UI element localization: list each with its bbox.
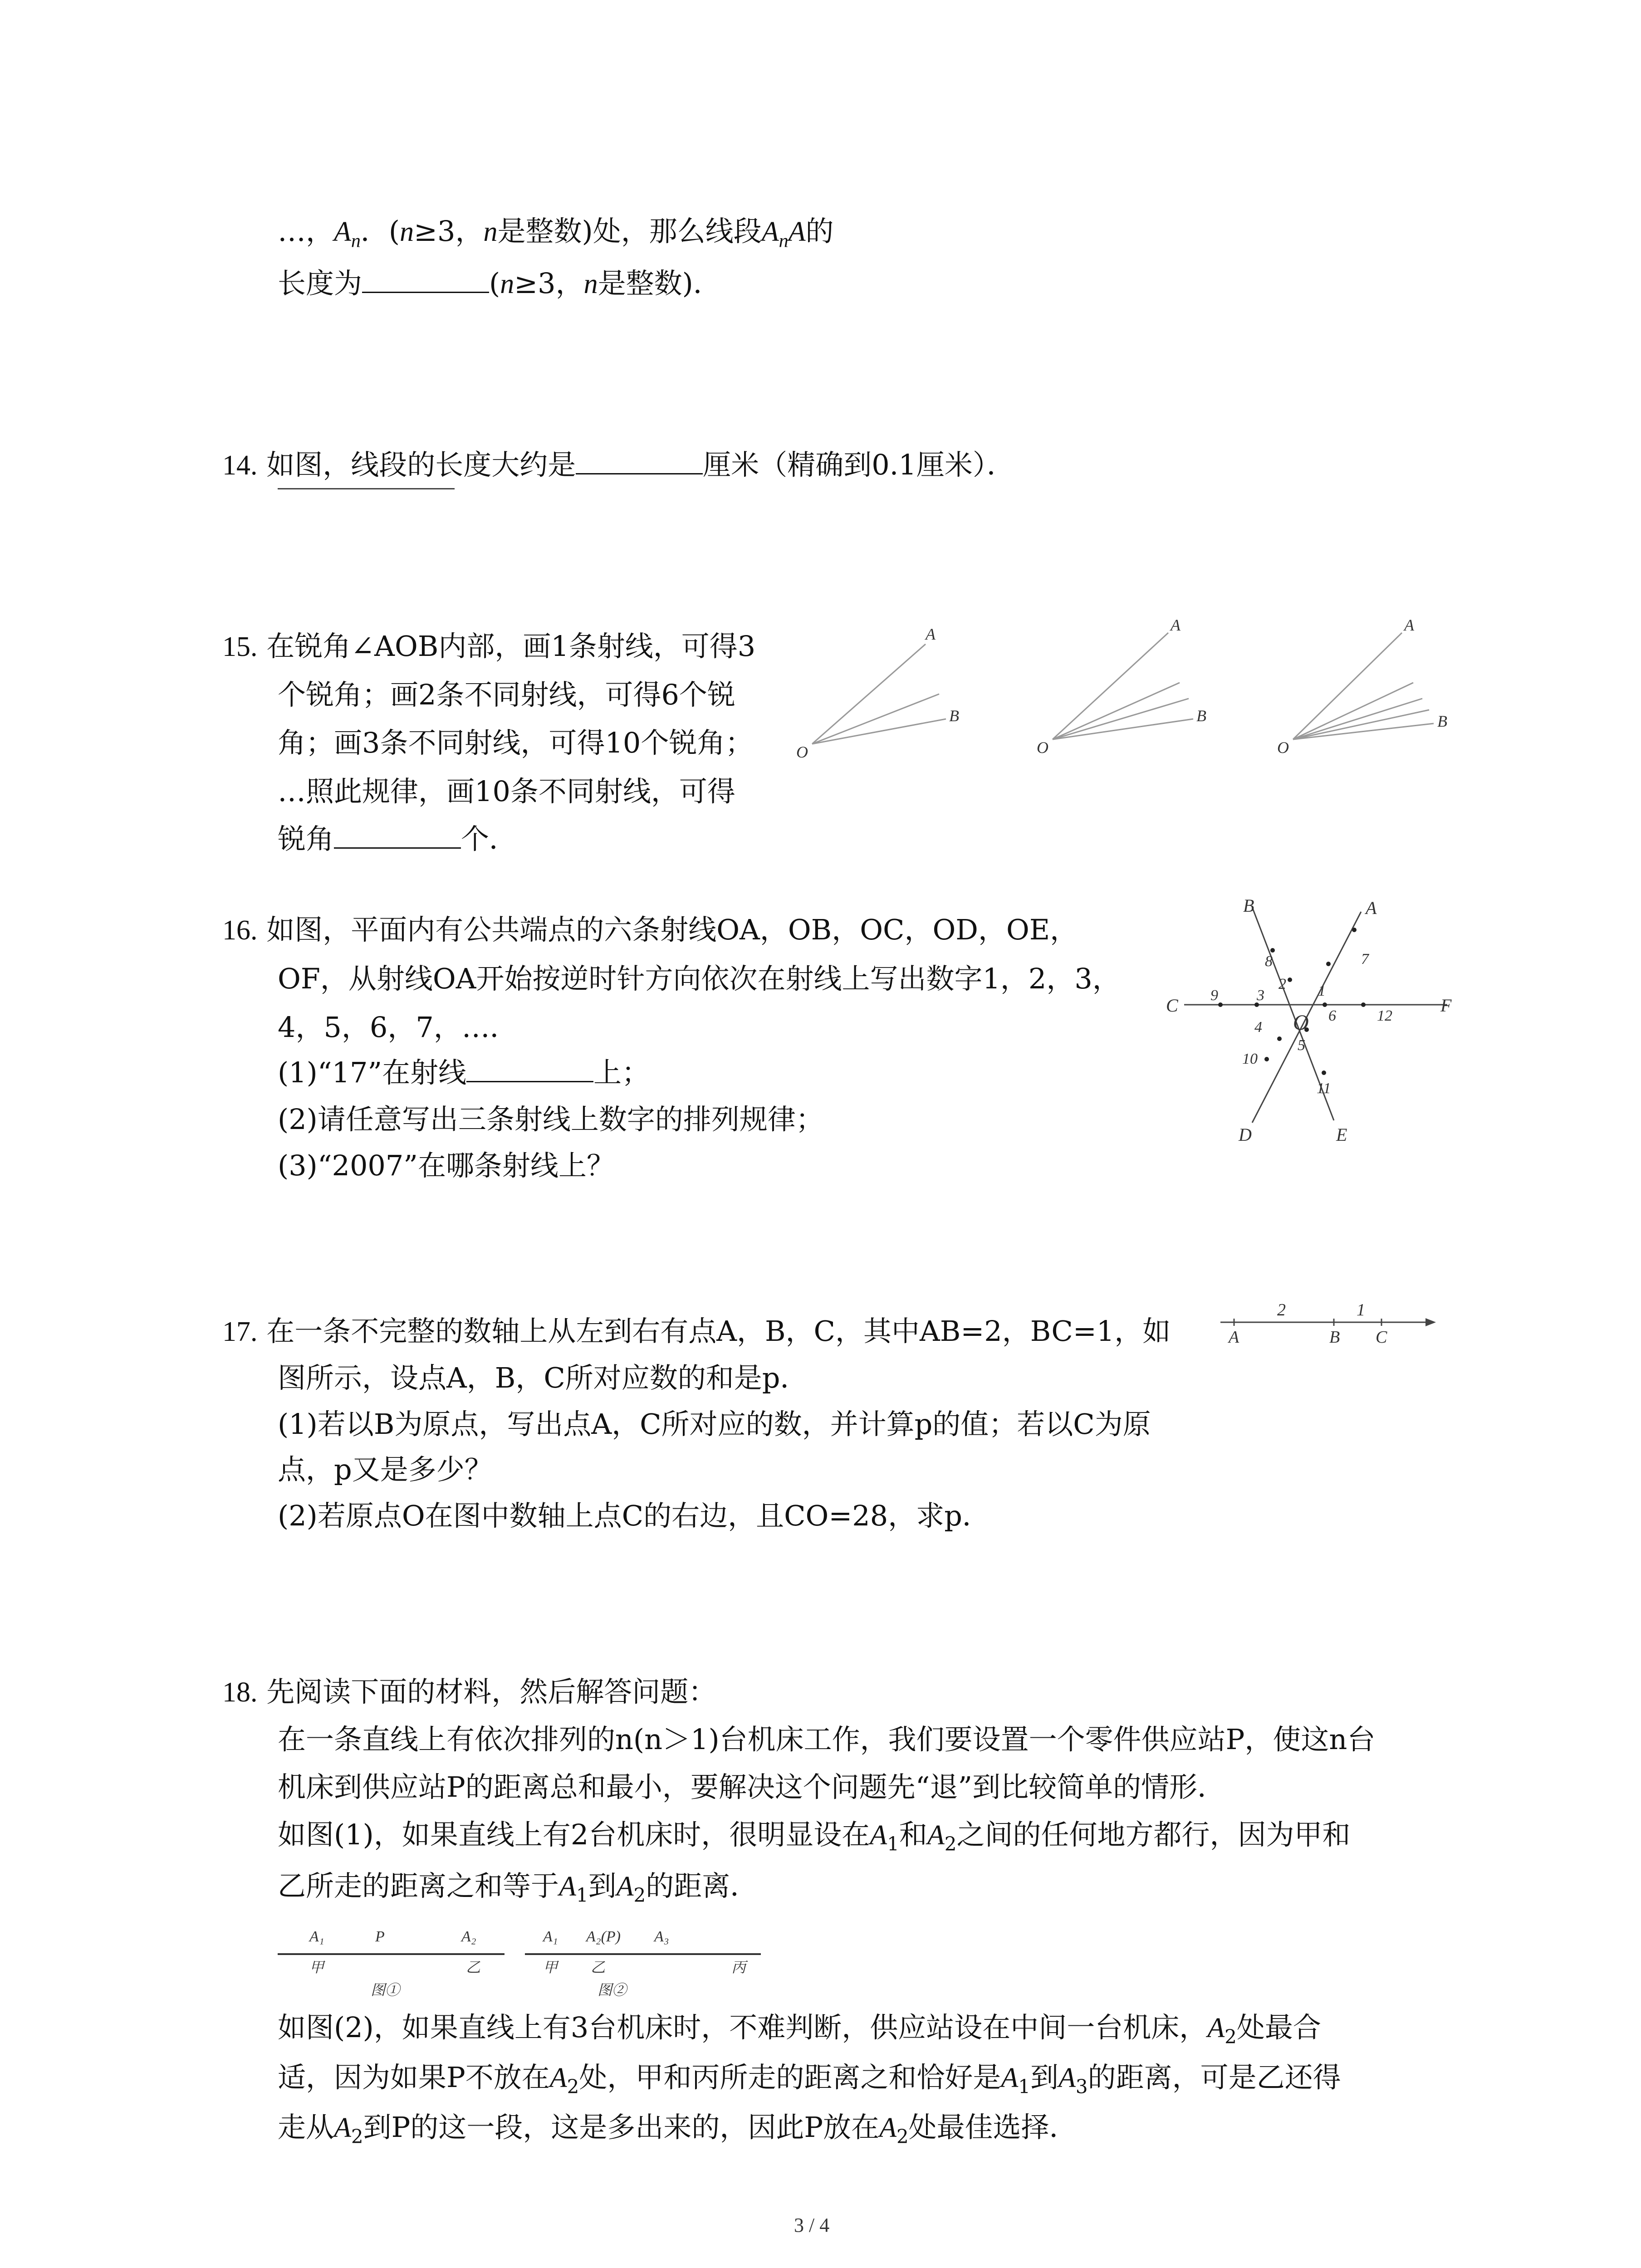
ray-label-b: B	[1243, 895, 1254, 916]
q14-segment	[278, 488, 455, 489]
number-label: 10	[1242, 1051, 1258, 1067]
ray-label-f: F	[1440, 995, 1452, 1016]
q13-text: 是整数)处，那么线段	[497, 215, 762, 248]
distance-bc: 1	[1357, 1300, 1365, 1320]
label-yi: 乙	[466, 1959, 481, 1975]
number-label: 1	[1318, 982, 1326, 999]
q18-line5: 乙所走的距离之和等于$A_1$到$A_2$的距离．	[278, 1869, 759, 1906]
number-label: 3	[1257, 987, 1264, 1004]
answer-blank	[334, 822, 461, 849]
figure-caption: 图②	[598, 1982, 627, 1998]
question-number: 18.	[222, 1677, 258, 1708]
ray-label-e: E	[1336, 1124, 1347, 1145]
point-c: C	[1376, 1328, 1387, 1347]
label-o: O	[1277, 738, 1289, 757]
number-label: 8	[1265, 953, 1273, 970]
distance-ab: 2	[1277, 1300, 1286, 1320]
label-a: A	[1171, 616, 1181, 634]
q18-line6: 如图(2)，如果直线上有3台机床时，不难判断，供应站设在中间一台机床，$A_2$处最合	[278, 2011, 1321, 2048]
answer-blank	[362, 266, 489, 293]
q15-line2: 个锐角；画2条不同射线，可得6个锐	[278, 678, 735, 711]
label-bing: 丙	[731, 1959, 746, 1975]
q18-text: 走从	[278, 2111, 334, 2144]
q13-line1: …，$A_n$．(n≥3，n是整数)处，那么线段$A_nA$的	[278, 215, 834, 252]
question-number: 14.	[222, 450, 258, 481]
q15-line1	[222, 628, 755, 665]
q15-line3: 角；画3条不同射线，可得10个锐角；	[278, 726, 754, 759]
q17-line2: 图所示，设点A，B，C所对应数的和是p．	[278, 1361, 808, 1394]
number-label: 4	[1254, 1019, 1262, 1036]
q18-text: 的距离．	[646, 1869, 759, 1902]
label-a: A	[926, 625, 936, 643]
q16-line1	[222, 912, 1078, 948]
figure-2	[525, 1928, 761, 1998]
q18-figures	[278, 1919, 777, 2000]
q18-text: 处最佳选择．	[908, 2111, 1078, 2144]
number-label: 12	[1377, 1007, 1392, 1024]
q13-text: …，	[278, 215, 334, 248]
number-label: 7	[1361, 951, 1369, 968]
q15-text: 个．	[461, 822, 518, 855]
label-o: O	[796, 743, 808, 761]
number-label: 11	[1317, 1080, 1331, 1097]
label-yi: 乙	[591, 1959, 606, 1975]
q18-text: 先阅读下面的材料，然后解答问题：	[266, 1675, 717, 1708]
q15-angle-figures	[789, 608, 1470, 767]
q18-line1	[222, 1674, 716, 1711]
label-a1: A₁	[543, 1928, 558, 1945]
label-jia: 甲	[543, 1959, 558, 1975]
q18-text: 到P的这一段，这是多出来的，因此P放在	[363, 2111, 880, 2144]
q16-text: (1)“17”在射线	[278, 1056, 467, 1089]
question-number: 16.	[222, 915, 258, 946]
ray-label-c: C	[1166, 995, 1178, 1016]
figure-1	[278, 1928, 505, 1998]
answer-blank	[576, 448, 703, 474]
q17-line1	[222, 1313, 1171, 1350]
label-jia: 甲	[309, 1959, 324, 1975]
q18-text: 到	[1030, 2061, 1058, 2094]
figure-caption: 图①	[371, 1982, 400, 1998]
label-a2p: A₂(P)	[586, 1928, 621, 1945]
q18-text: 处，甲和丙所走的距离之和恰好是	[579, 2061, 1001, 2094]
point-a: A	[1229, 1328, 1239, 1347]
q18-line2: 在一条直线上有依次排列的n(n＞1)台机床工作，我们要设置一个零件供应站P，使这n台	[278, 1723, 1376, 1756]
q15-line4: …照此规律，画10条不同射线，可得	[278, 775, 735, 808]
number-label: 6	[1328, 1007, 1336, 1024]
angle-figure-2	[1053, 633, 1193, 739]
answer-blank	[466, 1056, 593, 1082]
label-b: B	[949, 707, 959, 725]
label-a: A	[1404, 616, 1414, 634]
number-label: 2	[1279, 976, 1286, 992]
q15-text: 在锐角∠AOB内部，画1条射线，可得3	[266, 630, 756, 663]
q18-text: 适，因为如果P不放在	[278, 2061, 550, 2094]
ray-label-d: D	[1239, 1124, 1252, 1145]
q16-text: 上；	[593, 1056, 650, 1089]
point-b: B	[1329, 1328, 1340, 1347]
q15-text: 锐角	[278, 822, 334, 855]
q18-line7: 适，因为如果P不放在$A_2$处，甲和丙所走的距离之和恰好是$A_1$到$A_3$的距离，可是乙还得	[278, 2061, 1341, 2098]
label-p: P	[375, 1928, 385, 1945]
q18-text: 之间的任何地方都行，因为甲和	[956, 1818, 1351, 1851]
q18-text: 到	[588, 1869, 617, 1902]
q18-text: 如图(1)，如果直线上有2台机床时，很明显设在	[278, 1818, 870, 1851]
q17-text: 在一条不完整的数轴上从左到右有点A，B，C，其中AB=2，BC=1，如	[266, 1315, 1171, 1348]
q15-line5	[278, 821, 517, 857]
q16-part3: (3)“2007”在哪条射线上？	[278, 1149, 615, 1182]
q18-text: 乙所走的距离之和等于	[278, 1869, 559, 1902]
q18-line4: 如图(1)，如果直线上有2台机床时，很明显设在$A_1$和$A_2$之间的任何地方都行，因为甲和	[278, 1818, 1351, 1855]
q13-text: 是整数)．	[598, 267, 721, 300]
angle-figure-3	[1293, 633, 1434, 739]
q16-part2: (2)请任意写出三条射线上数字的排列规律；	[278, 1103, 824, 1136]
ray-label-a: A	[1366, 898, 1377, 918]
q18-line8: 走从$A_2$到P的这一段，这是多出来的，因此P放在$A_2$处最佳选择．	[278, 2111, 1078, 2148]
q18-text: 的距离，可是乙还得	[1087, 2061, 1341, 2094]
q14-text: 如图，线段的长度大约是	[266, 448, 576, 481]
q14-text: 厘米（精确到0.1厘米）．	[703, 448, 1015, 481]
page-number: 3 / 4	[794, 2214, 830, 2236]
q13-text: ≥3，	[414, 215, 484, 248]
q13-line2: 长度为 (n≥3，n是整数)．	[278, 267, 721, 300]
q13-text: ≥3，	[514, 267, 584, 300]
q17-line5: (2)若原点O在图中数轴上点C的右边，且CO=28，求p．	[278, 1499, 990, 1532]
number-label: 9	[1210, 987, 1218, 1004]
q13-text: ．(	[360, 215, 400, 248]
q13-text: (	[489, 267, 500, 300]
q16-rays-figure	[1161, 894, 1461, 1148]
label-a2: A₂	[461, 1928, 476, 1945]
question-number: 15.	[222, 631, 258, 662]
label-b: B	[1437, 712, 1447, 730]
q18-text: 如图(2)，如果直线上有3台机床时，不难判断，供应站设在中间一台机床，	[278, 2011, 1208, 2044]
q14-line	[222, 447, 1015, 484]
q17-line4: 点，p又是多少？	[278, 1453, 493, 1486]
q13-text: 的	[805, 215, 834, 248]
q17-number-line	[1216, 1297, 1443, 1347]
number-label: 5	[1298, 1037, 1305, 1054]
label-o: O	[1037, 738, 1048, 757]
q16-line2: OF，从射线OA开始按逆时针方向依次在射线上写出数字1，2，3，	[278, 962, 1121, 995]
q18-text: 处最合	[1236, 2011, 1321, 2044]
question-number: 17.	[222, 1316, 258, 1347]
label-b: B	[1196, 707, 1206, 725]
q18-line3: 机床到供应站P的距离总和最小，要解决这个问题先“退”到比较简单的情形．	[278, 1770, 1226, 1804]
q13-text: 长度为	[278, 267, 362, 300]
q16-text: 如图，平面内有公共端点的六条射线OA，OB，OC，OD，OE，	[266, 913, 1078, 946]
label-a1: A₁	[309, 1928, 324, 1945]
label-a3: A₃	[654, 1928, 669, 1945]
q17-line3: (1)若以B为原点，写出点A，C所对应的数，并计算p的值；若以C为原	[278, 1408, 1151, 1441]
point-label-o: O	[1293, 1011, 1309, 1035]
angle-figure-1	[812, 644, 946, 744]
q16-part1	[278, 1055, 650, 1091]
q16-line3: 4，5，6，7，…．	[278, 1011, 518, 1044]
q18-text: 和	[899, 1818, 927, 1851]
